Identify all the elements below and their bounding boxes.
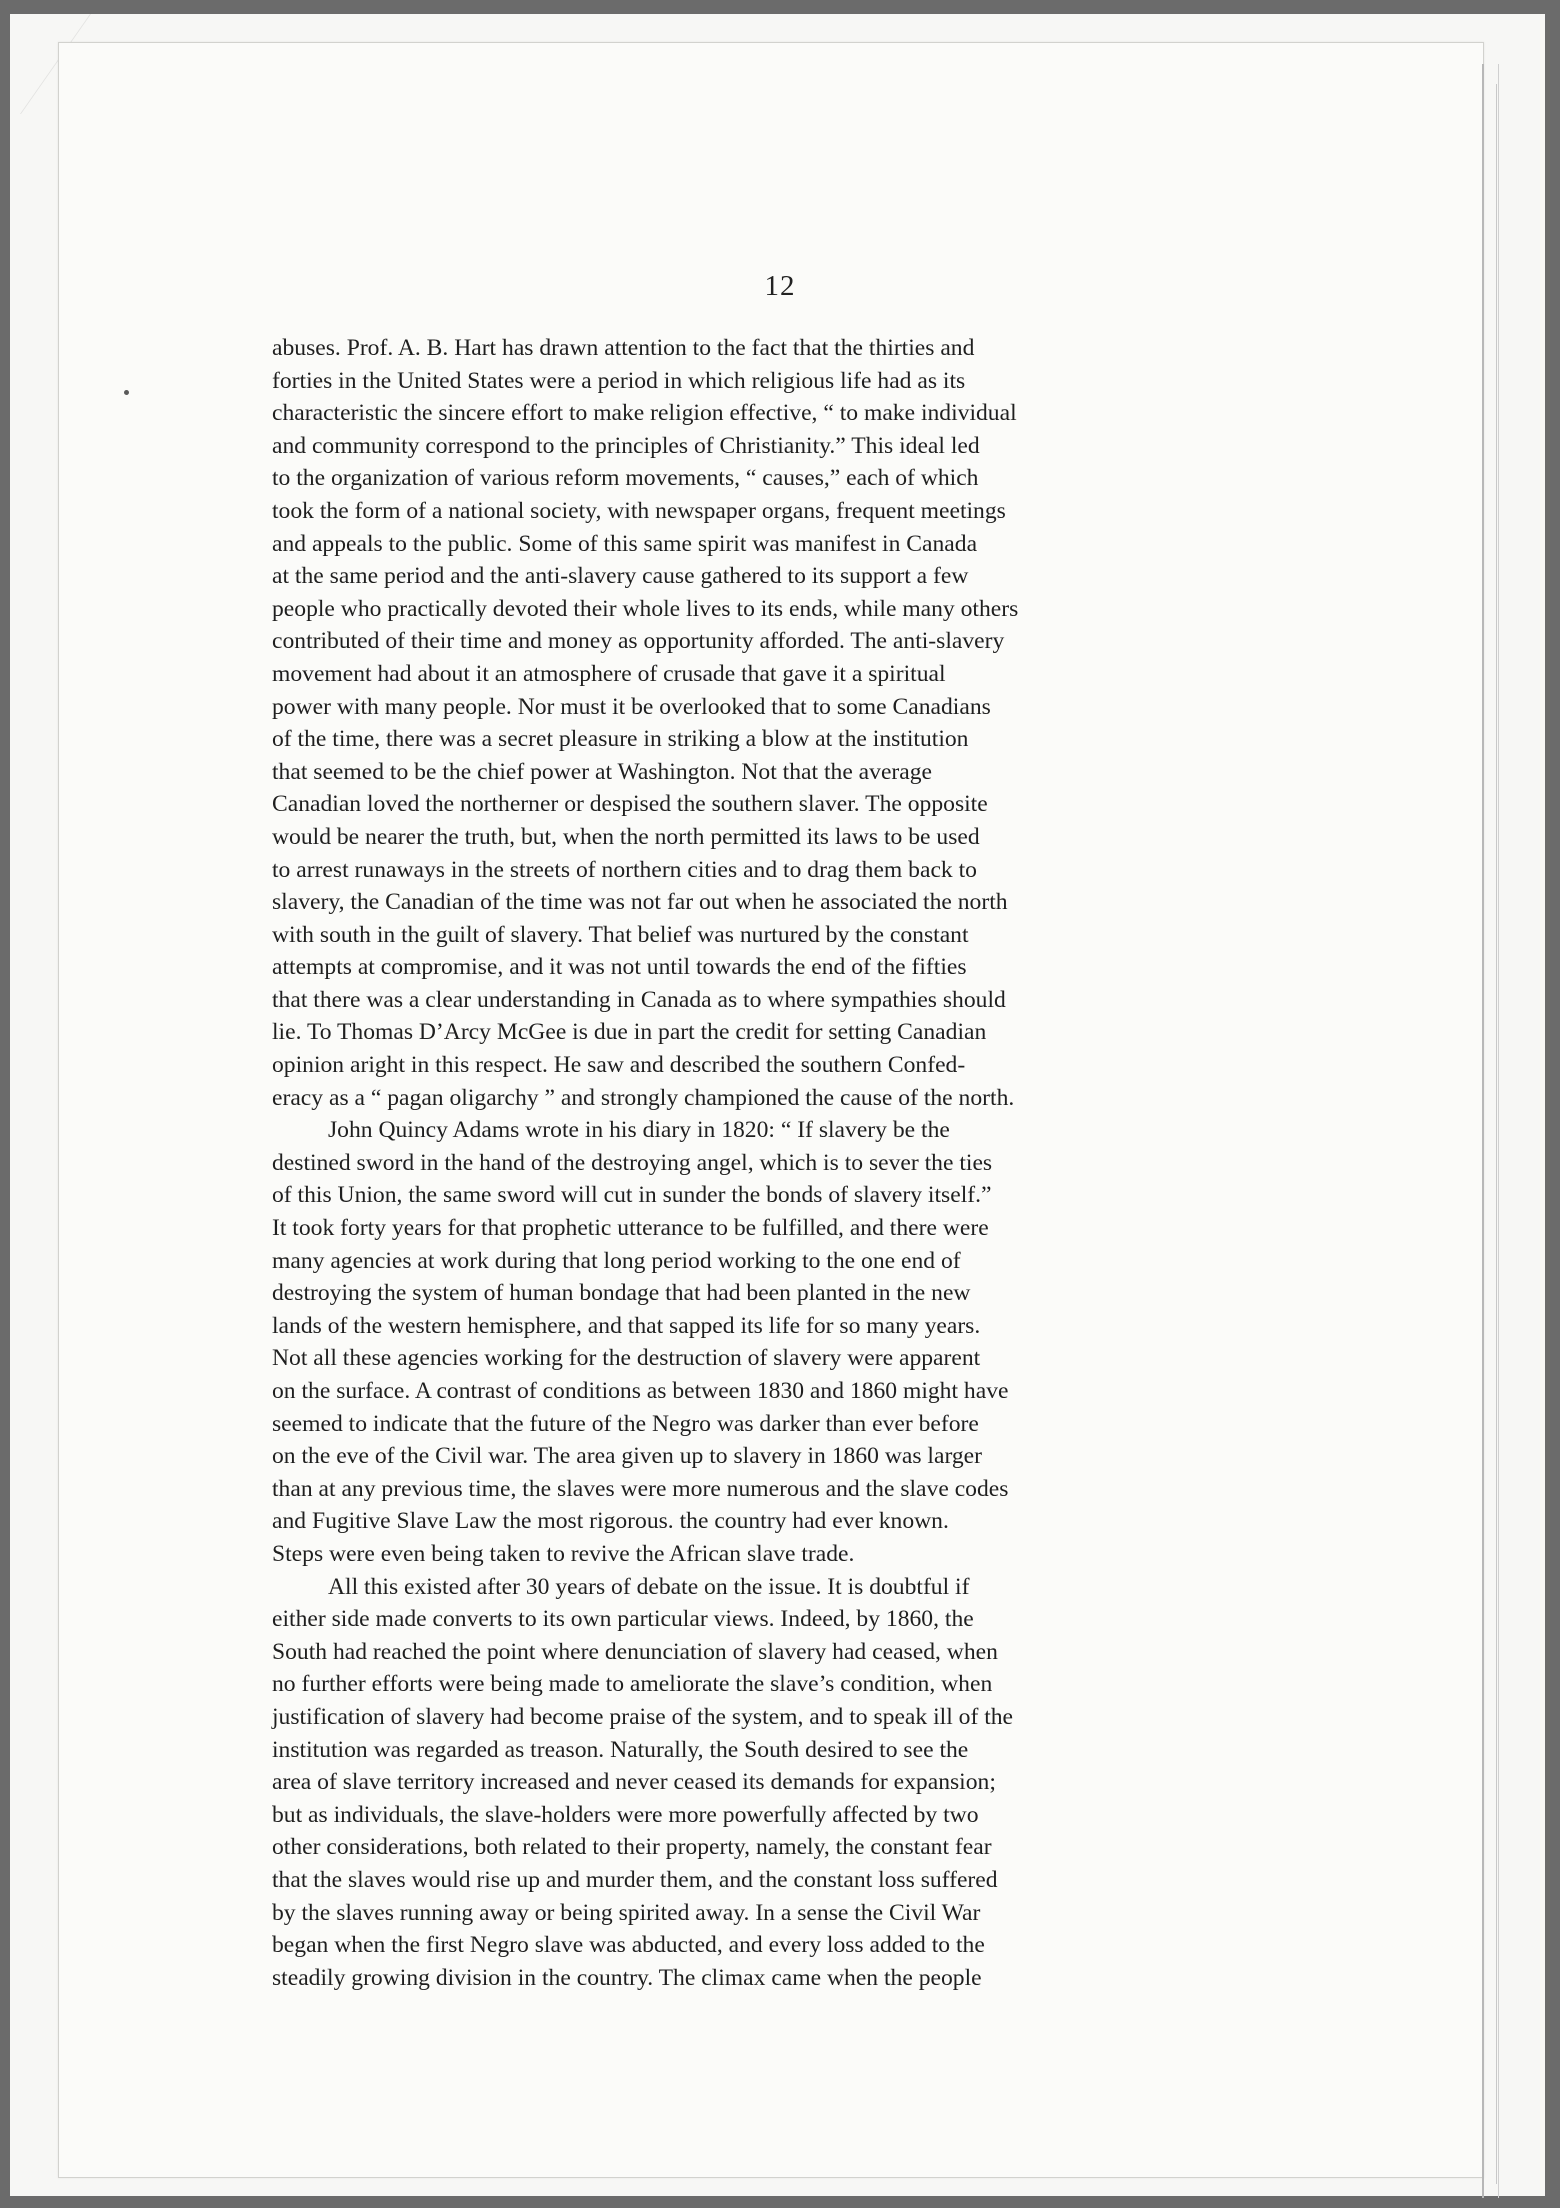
text-line: lie. To Thomas D’Arcy McGee is due in part the credit for setting Canadian: [272, 1019, 987, 1046]
text-line: to arrest runaways in the streets of northern cities and to drag them back to: [272, 856, 977, 883]
text-line: that the slaves would rise up and murder them, and the constant loss suffered: [272, 1866, 998, 1893]
text-line: forties in the United States were a period in which religious life had as its: [272, 367, 966, 394]
text-line: eracy as a “ pagan oligarchy ” and strongly championed the cause of the north.: [272, 1084, 1015, 1111]
text-line: either side made converts to its own particular views. Indeed, by 1860, the: [272, 1606, 974, 1633]
text-line: that there was a clear understanding in Canada as to where sympathies should: [272, 986, 1006, 1013]
text-line: but as individuals, the slave-holders were more powerfully affected by two: [272, 1801, 979, 1828]
text-line: abuses. Prof. A. B. Hart has drawn attention to the fact that the thirties and: [272, 335, 975, 361]
text-line: many agencies at work during that long period working to the one end of: [272, 1247, 961, 1274]
text-line: lands of the western hemisphere, and that sapped its life for so many years.: [272, 1312, 981, 1339]
text-line: movement had about it an atmosphere of crusade that gave it a spiritual: [272, 660, 946, 687]
text-line: by the slaves running away or being spirited away. In a sense the Civil War: [272, 1899, 981, 1926]
text-line: than at any previous time, the slaves were more numerous and the slave codes: [272, 1475, 1009, 1502]
text-line: on the surface. A contrast of conditions as between 1830 and 1860 might have: [272, 1378, 1009, 1404]
text-line: power with many people. Nor must it be overlooked that to some Canadians: [272, 693, 991, 720]
text-line: Steps were even being taken to revive the African slave trade.: [272, 1540, 855, 1567]
text-line: Canadian loved the northerner or despised the southern slaver. The opposite: [272, 791, 988, 818]
text-line: no further efforts were being made to ameliorate the slave’s condition, when: [272, 1671, 993, 1698]
text-line: destroying the system of human bondage that had been planted in the new: [272, 1280, 971, 1307]
text-line: slavery, the Canadian of the time was not far out when he associated the north: [272, 889, 1008, 916]
text-line: John Quincy Adams wrote in his diary in 1820: “ If slavery be the: [328, 1117, 950, 1144]
text-line: to the organization of various reform movements, “ causes,” each of which: [272, 465, 979, 492]
text-line: attempts at compromise, and it was not until towards the end of the fifties: [272, 954, 967, 981]
text-line: All this existed after 30 years of debate on the issue. It is doubtful if: [328, 1573, 970, 1600]
text-line: Not all these agencies working for the destruction of slavery were apparent: [272, 1345, 981, 1372]
text-line: It took forty years for that prophetic utterance to be fulfilled, and there were: [272, 1215, 989, 1242]
margin-speck: [124, 390, 129, 395]
text-line: characteristic the sincere effort to make religion effective, “ to make individual: [272, 400, 1017, 427]
text-line: began when the first Negro slave was abducted, and every loss added to the: [272, 1932, 985, 1959]
text-line: and Fugitive Slave Law the most rigorous. the country had ever known.: [272, 1508, 949, 1535]
text-line: took the form of a national society, with newspaper organs, frequent meetings: [272, 497, 1006, 524]
text-line: would be nearer the truth, but, when the north permitted its laws to be used: [272, 823, 980, 850]
text-line: with south in the guilt of slavery. That belief was nurtured by the constant: [272, 921, 969, 948]
text-line: of the time, there was a secret pleasure in striking a blow at the institution: [272, 726, 969, 753]
text-line: at the same period and the anti-slavery cause gathered to its support a few: [272, 563, 969, 590]
text-line: institution was regarded as treason. Naturally, the South desired to see the: [272, 1736, 969, 1763]
text-line: contributed of their time and money as opportunity afforded. The anti-slavery: [272, 628, 1005, 655]
text-line: people who practically devoted their whole lives to its ends, while many others: [272, 595, 1019, 622]
page-number: 12: [764, 270, 796, 302]
text-line: seemed to indicate that the future of the Negro was darker than ever before: [272, 1410, 979, 1437]
text-line: of this Union, the same sword will cut in sunder the bonds of slavery itself.”: [272, 1182, 992, 1209]
text-line: South had reached the point where denunciation of slavery had ceased, when: [272, 1638, 998, 1665]
text-line: area of slave territory increased and never ceased its demands for expansion;: [272, 1769, 996, 1796]
text-line: and community correspond to the principles of Christianity.” This ideal led: [272, 432, 980, 459]
text-line: steadily growing division in the country. The climax came when the people: [272, 1964, 982, 1991]
text-line: other considerations, both related to their property, namely, the constant fear: [272, 1834, 992, 1861]
page-edge-right-inner: [1496, 84, 1507, 2184]
text-line: that seemed to be the chief power at Washington. Not that the average: [272, 758, 933, 785]
body-text: [272, 332, 1300, 1994]
text-line: on the eve of the Civil war. The area given up to slavery in 1860 was larger: [272, 1443, 983, 1470]
text-line: opinion aright in this respect. He saw and described the southern Confed-: [272, 1052, 966, 1079]
text-line: and appeals to the public. Some of this same spirit was manifest in Canada: [272, 530, 978, 557]
text-line: justification of slavery had become praise of the system, and to speak ill of the: [272, 1703, 1014, 1730]
text-line: destined sword in the hand of the destroying angel, which is to sever the ties: [272, 1149, 993, 1176]
